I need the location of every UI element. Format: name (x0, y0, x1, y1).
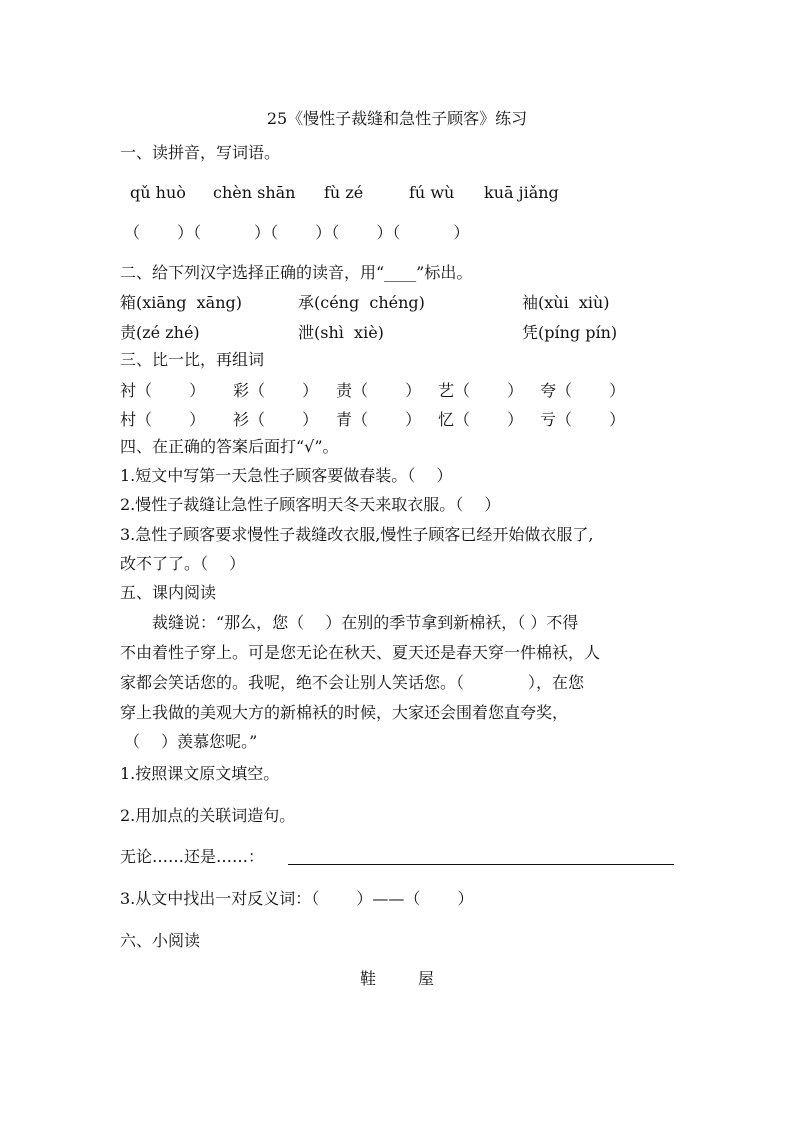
judge-question-2[interactable]: 2.慢性子裁缝让急性子顾客明天冬天来取衣服。（ ） (120, 495, 501, 514)
section-2-heading: 二、给下列汉字选择正确的读音，用“____”标出。 (120, 263, 473, 282)
compare-item[interactable]: 责（ ） (336, 381, 422, 400)
reading-question-2: 2.用加点的关联词造句。 (120, 806, 296, 825)
passage-line: 家都会笑话您的。我呢，绝不会让别人笑话您。（ ），在您 (120, 673, 585, 692)
compare-item[interactable]: 亏（ ） (540, 410, 626, 429)
compare-item[interactable]: 彩（ ） (233, 381, 319, 400)
compare-item[interactable]: 夸（ ） (540, 381, 626, 400)
compare-item[interactable]: 衬（ ） (120, 381, 206, 400)
passage-line: 不由着性子穿上。可是您无论在秋天、夏天还是春天穿一件棉袄，人 (120, 643, 601, 662)
pinyin-item: fú wù (409, 183, 455, 202)
section-3-heading: 三、比一比，再组词 (120, 350, 265, 369)
compare-item[interactable]: 衫（ ） (233, 410, 319, 429)
reading-question-1: 1.按照课文原文填空。 (120, 764, 280, 783)
section-1-heading: 一、读拼音，写词语。 (120, 143, 281, 162)
reading-choice[interactable]: 凭(píng pín) (522, 323, 618, 342)
compare-item[interactable]: 艺（ ） (438, 381, 524, 400)
reading-choice[interactable]: 责(zé zhé) (120, 323, 200, 342)
section-5-heading: 五、课内阅读 (120, 583, 217, 602)
section-4-heading: 四、在正确的答案后面打“√”。 (120, 437, 339, 456)
judge-question-3: 3.急性子顾客要求慢性子裁缝改衣服,慢性子顾客已经开始做衣服了, (120, 525, 594, 544)
reading-choice[interactable]: 袖(xùi xiù) (522, 293, 610, 312)
pinyin-item: qǔ huò (130, 183, 186, 202)
pinyin-item: fù zé (324, 183, 364, 202)
reading-choice[interactable]: 泄(shì xiè) (298, 323, 384, 342)
compare-item[interactable]: 村（ ） (120, 410, 206, 429)
pinyin-item: chèn shān (213, 183, 296, 202)
section-6-heading: 六、小阅读 (120, 931, 201, 950)
passage-line: （ ）羡慕您呢。” (124, 732, 258, 751)
compare-item[interactable]: 忆（ ） (438, 410, 524, 429)
reading-choice[interactable]: 箱(xiāng xāng) (120, 293, 242, 312)
pinyin-item: kuā jiǎng (484, 183, 559, 202)
compare-item[interactable]: 青（ ） (336, 410, 422, 429)
passage-line: 裁缝说：“那么，您（ ）在别的季节拿到新棉袄，（ ）不得 (120, 613, 579, 632)
reading-choice[interactable]: 承(céng chéng) (298, 293, 425, 312)
reading-question-3[interactable]: 3.从文中找出一对反义词：（ ）——（ ） (120, 889, 474, 908)
answer-brackets[interactable]: （ ）（ ）（ ）（ ）（ ） (124, 223, 470, 242)
story-title: 鞋屋 (359, 969, 476, 988)
page-title: 25《慢性子裁缝和急性子顾客》练习 (266, 109, 528, 128)
answer-line[interactable] (288, 864, 674, 865)
judge-question-1[interactable]: 1.短文中写第一天急性子顾客要做春装。（ ） (120, 466, 453, 485)
judge-question-3-cont[interactable]: 改不了了。（ ） (120, 554, 246, 573)
passage-line: 穿上我做的美观大方的新棉袄的时候，大家还会围着您直夸奖， (120, 703, 569, 722)
sentence-prompt: 无论……还是……： (120, 847, 265, 866)
